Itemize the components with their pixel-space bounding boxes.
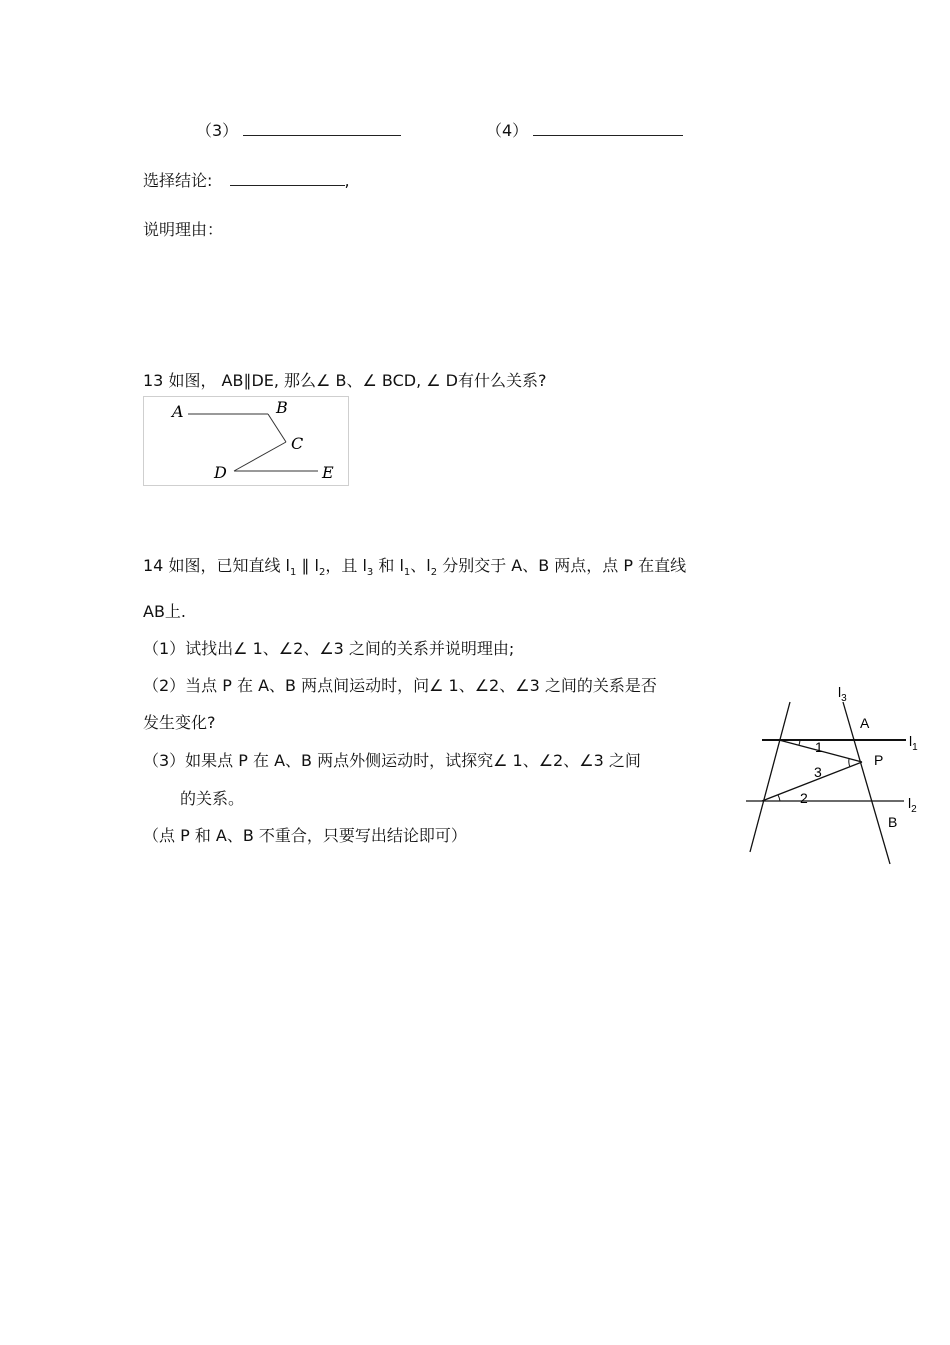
q14-note: （点 P 和 A、B 不重合，只要写出结论即可） [143,826,467,845]
segment-bc [268,414,286,442]
q14-part2-a: （2）当点 P 在 A、B 两点间运动时，问∠ 1、∠2、∠3 之间的关系是否 [143,676,657,695]
answer-blank-4[interactable] [533,121,683,136]
q14-part1: （1）试找出∠ 1、∠2、∠3 之间的关系并说明理由; [143,639,515,658]
q14-sub5: 2 [430,567,438,579]
conclusion-comma: , [344,171,350,190]
q14-line1-b: ∥ l [296,556,319,575]
q13-text: 13 如图， AB∥DE, 那么∠ B、∠ BCD, ∠ D有什么关系? [143,371,547,390]
option-4-label: （4） [486,121,529,140]
q14-part3-b: 的关系。 [180,789,245,808]
q14-line1-e: 、l [410,556,431,575]
answer-blank-3[interactable] [243,121,401,136]
q14-line1-c: ，且 l [325,556,367,575]
label-l2: $l_2$ [908,795,917,815]
q14-line2: AB上. [143,602,187,621]
angle3-arc [849,759,850,767]
q14-sub3: 3 [366,567,374,579]
label-l3: $l_3$ [838,684,847,704]
conclusion-blank[interactable] [230,171,345,186]
point-a-label: A [172,402,184,421]
angle2-arc [778,795,780,801]
option-3 [196,121,401,141]
q14-sub2: 2 [318,567,326,579]
segment-cd [234,442,286,471]
label-angle3: 3 [814,764,822,780]
q14-line1 [143,556,687,579]
point-b-label: B [276,398,288,417]
label-l1: $l_1$ [909,733,918,753]
label-b: B [888,814,898,830]
label-angle2: 2 [800,790,808,806]
point-c-label: C [291,434,304,453]
point-d-label: D [214,463,227,482]
segment-to-p-lower [762,762,862,801]
reason-label: 说明理由： [143,220,224,239]
option-3-label: （3） [196,121,239,140]
label-a: A [860,715,870,731]
q14-line1-a: 14 如图，已知直线 l [143,556,290,575]
q13-diagram [144,397,348,485]
conclusion-label: 选择结论: [143,171,213,190]
q13-figure [143,396,349,486]
option-4 [486,121,683,141]
q14-part3-a: （3）如果点 P 在 A、B 两点外侧运动时，试探究∠ 1、∠2、∠3 之间 [143,751,641,770]
q14-part2-b: 发生变化? [143,713,216,732]
point-e-label: E [322,463,334,482]
q14-line1-d: 和 l [373,556,404,575]
q14-figure [738,682,928,867]
q14-line1-f: 分别交于 A、B 两点，点 P 在直线 [437,556,687,575]
label-p: P [874,752,884,768]
q14-sub1: 1 [289,567,297,579]
q14-diagram [738,682,928,867]
line-left-transversal [750,702,790,852]
conclusion-line [143,171,350,191]
label-angle1: 1 [815,739,823,755]
q14-sub4: 1 [403,567,411,579]
